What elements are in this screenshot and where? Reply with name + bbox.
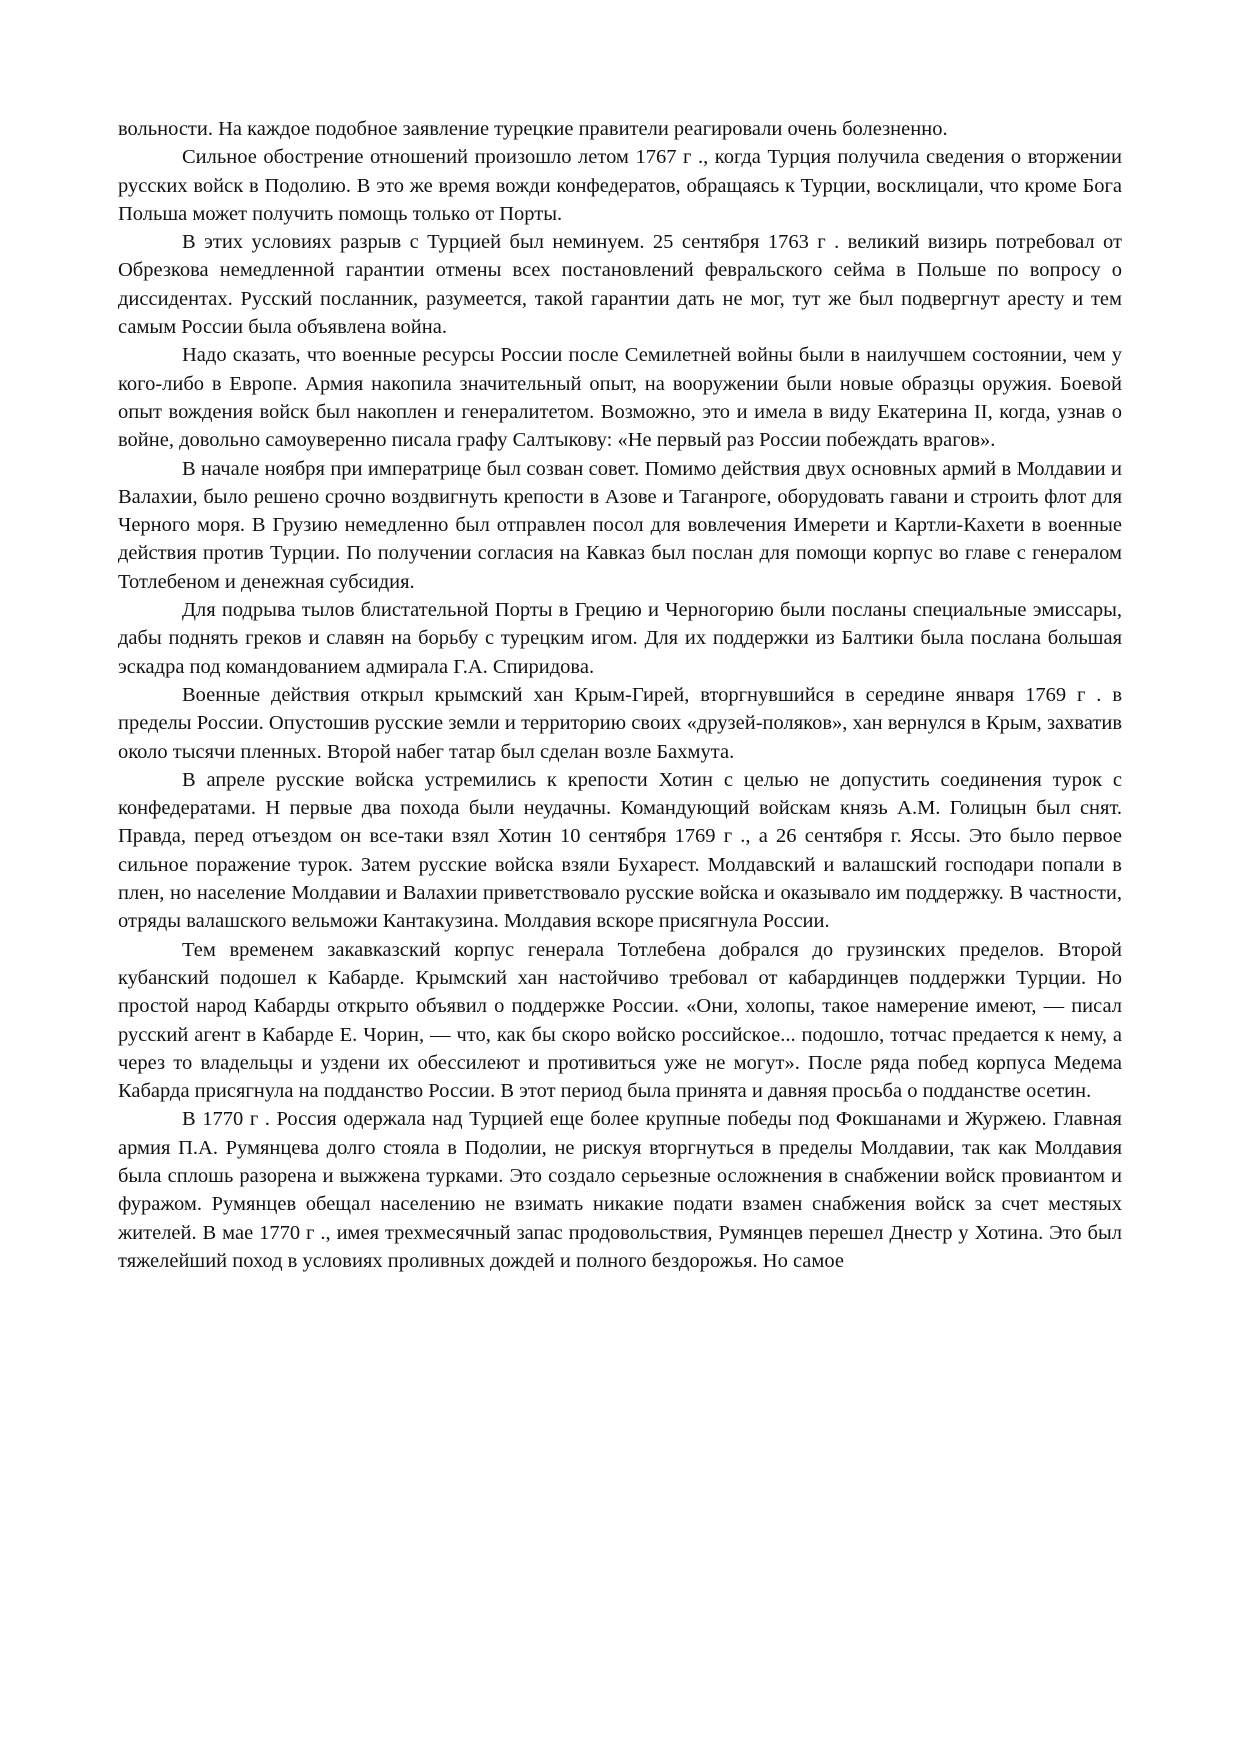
paragraph-2: Сильное обострение отношений произошло летом 1767 г ., когда Турция получила сведения о вторжении русских войск в Подолию. В это же время вожди конфедератов, обращаясь к Турции, восклицали, что кроме Бога Польша может получить помощь только от Порты.	[118, 146, 1122, 225]
paragraph-6: Для подрыва тылов блистательной Порты в Грецию и Черногорию были посланы специальные эмиссары, дабы поднять греков и славян на борьбу с турецким игом. Для их поддержки из Балтики была послана большая эскадра под командованием адмирала Г.А. Спиридова.	[118, 599, 1122, 678]
paragraph-8: В апреле русские войска устремились к крепости Хотин с целью не допустить соединения турок с конфедератами. Н первые два похода были неудачны. Командующий войскам князь А.М. Голицын был снят. Правда, перед отъездом он все-таки взял Хотин 10 сентября 1769 г ., а 26 сентября г. Яссы. Это было первое сильное поражение турок. Затем русские войска взяли Бухарест. Молдавский и валашский господари попали в плен, но население Молдавии и Валахии приветствовало русские войска и оказывало им поддержку. В частности, отряды валашского вельможи Кантакузина. Молдавия вскоре присягнула России.	[118, 768, 1122, 933]
paragraph-4: Надо сказать, что военные ресурсы России после Семилетней войны были в наилучшем состоянии, чем у кого-либо в Европе. Армия накопила значительный опыт, на вооружении были новые образцы оружия. Боевой опыт вождения войск был накоплен и генералитетом. Возможно, это и имела в виду Екатерина II, когда, узнав о войне, довольно самоуверенно писала графу Салтыкову: «Не первый раз России побеждать врагов».	[118, 344, 1122, 452]
document-page	[118, 115, 1122, 1275]
paragraph-9: Тем временем закавказский корпус генерала Тотлебена добрался до грузинских пределов. Второй кубанский подошел к Кабарде. Крымский хан настойчиво требовал от кабардинцев поддержки Турции. Но простой народ Кабарды открыто объявил о поддержке России. «Они, холопы, такое намерение имеют, — писал русский агент в Кабарде Е. Чорин, — что, как бы скоро войско российское... подошло, тотчас предается к нему, а через то владельцы и уздени их обессилеют и противиться уже не могут». После ряда побед корпуса Медема Кабарда присягнула на подданство России. В этот период была принята и давняя просьба о подданстве осетин.	[118, 938, 1122, 1103]
paragraph-3: В этих условиях разрыв с Турцией был неминуем. 25 сентября 1763 г . великий визирь потребовал от Обрезкова немедленной гарантии отмены всех постановлений февральского сейма в Польше по вопросу о диссидентах. Русский посланник, разумеется, такой гарантии дать не мог, тут же был подвергнут аресту и тем самым России была объявлена война.	[118, 231, 1122, 339]
paragraph-1: вольности. На каждое подобное заявление турецкие правители реагировали очень болезненно.	[118, 118, 948, 140]
paragraph-7: Военные действия открыл крымский хан Крым-Гирей, вторгнувшийся в середине января 1769 г . в пределы России. Опустошив русские земли и территорию своих «друзей-поляков», хан вернулся в Крым, захватив около тысячи пленных. Второй набег татар был сделан возле Бахмута.	[118, 683, 1122, 763]
paragraph-10: В 1770 г . Россия одержала над Турцией еще более крупные победы под Фокшанами и Журжею. Главная армия П.А. Румянцева долго стояла в Подолии, не рискуя вторгнуться в пределы Молдавии, так как Молдавия была сплошь разорена и выжжена турками. Это создало серьезные осложнения в снабжении войск провиантом и фуражом. Румянцев обещал населению не взимать никакие подати взамен снабжения войск за счет местяых жителей. В мае 1770 г ., имея трехмесячный запас продовольствия, Румянцев перешел Днестр у Хотина. Это был тяжелейший поход в условиях проливных дождей и полного бездорожья. Но самое	[118, 1108, 1122, 1272]
paragraph-5: В начале ноября при императрице был созван совет. Помимо действия двух основных армий в Молдавии и Валахии, было решено срочно воздвигнуть крепости в Азове и Таганроге, оборудовать гавани и строить флот для Черного моря. В Грузию немедленно был отправлен посол для вовлечения Имерети и Картли-Кахети в военные действия против Турции. По получении согласия на Кавказ был послан для помощи корпус во главе с генералом Тотлебеном и денежная субсидия.	[118, 457, 1122, 593]
